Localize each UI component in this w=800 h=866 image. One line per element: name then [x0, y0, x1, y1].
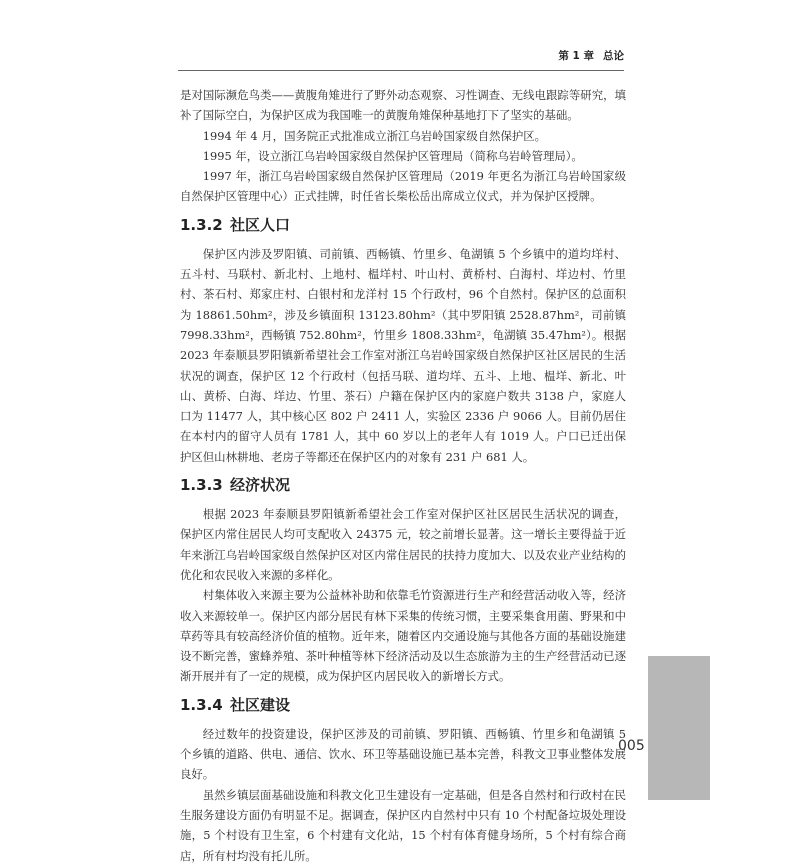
community-paragraph-2: 虽然乡镇层面基础设施和科教文化卫生建设有一定基础，但是各自然村和行政村在民生服务建设方面仍有明显不足。据调查，保护区内自然村中只有 10 个村配备垃圾处理设施，5 个村设有卫生室，6 个村建有文化站，15 个村有体育健身场所，5 个村有综合商店，所有村均没有托儿所。: [180, 787, 626, 863]
community-paragraph-1: 经过数年的投资建设，保护区涉及的司前镇、罗阳镇、西畅镇、竹里乡和龟湖镇 5 个乡镇的道路、供电、通信、饮水、环卫等基础设施已基本完善，科教文卫事业整体发展良好。: [180, 726, 626, 782]
section-heading-1-3-3: [180, 474, 626, 496]
chapter-title: 总论: [603, 50, 624, 62]
intro-paragraph-3: 1995 年，设立浙江乌岩岭国家级自然保护区管理局（简称乌岩岭管理局）。: [202, 148, 583, 163]
section-title: 经济状况: [229, 476, 290, 495]
chapter-label: 第 1 章: [558, 50, 594, 62]
running-header: [178, 48, 624, 71]
economy-paragraph-2: 村集体收入来源主要为公益林补助和依靠毛竹资源进行生产和经营活动收入等，经济收入来源较单一。保护区内部分居民有林下采集的传统习惯，主要采集食用菌、野果和中草药等具有较高经济价值的植物。近年来，随着区内交通设施与其他各方面的基础设施建设不断完善，蜜蜂养殖、茶叶种植等林下经济活动及以生态旅游为主的生产经营活动已逐渐开展并有了一定的规模，成为保护区内居民收入的新增长方式。: [180, 588, 626, 684]
chapter-thumb-tab: [648, 656, 710, 800]
intro-paragraph-1: 是对国际濒危鸟类——黄腹角雉进行了野外动态观察、习性调查、无线电跟踪等研究，填补了国际空白，为保护区成为我国唯一的黄腹角雉保种基地打下了坚实的基础。: [180, 88, 626, 123]
section-number: 1.3.3: [180, 476, 223, 495]
section-number: 1.3.2: [180, 215, 223, 234]
population-paragraph: 保护区内涉及罗阳镇、司前镇、西畅镇、竹里乡、龟湖镇 5 个乡镇中的道均垟村、五斗村、马联村、新北村、上地村、榅垟村、叶山村、黄桥村、白海村、垟边村、竹里村、茶石村、郑家庄村、白银村和龙洋村 15 个行政村，96 个自然村。保护区的总面积为 18861.50hm²，涉及乡镇面积 13123.80hm²（其中罗阳镇 2528.87hm²，司前镇 7998.33hm²，西畅镇 752.80hm²，竹里乡 1808.33hm²，龟湖镇 35.47hm²）。根据 2023 年泰顺县罗阳镇新希望社会工作室对浙江乌岩岭国家级自然保护区社区居民的生活状况的调查，保护区 12 个行政村（包括马联、道均垟、五斗、上地、榅垟、新北、叶山、黄桥、白海、垟边、竹里、茶石）户籍在保护区内的家庭户数共 3138 户，家庭人口为 11477 人，其中核心区 802 户 2411 人，实验区 2336 户 9066 人。目前仍居住在本村内的留守人员有 1781 人，其中 60 岁以上的老年人有 1019 人。户口已迁出保护区但山林耕地、老房子等都还在保护区内的对象有 231 户 681 人。: [180, 246, 626, 464]
intro-paragraph-2: 1994 年 4 月，国务院正式批准成立浙江乌岩岭国家级自然保护区。: [202, 128, 547, 143]
section-heading-1-3-4: [180, 694, 626, 716]
page-body: [180, 85, 626, 866]
section-number: 1.3.4: [180, 695, 223, 714]
section-title: 社区建设: [229, 695, 290, 714]
section-title: 社区人口: [229, 215, 290, 234]
section-heading-1-3-2: [180, 214, 626, 236]
intro-paragraph-4: 1997 年，浙江乌岩岭国家级自然保护区管理局（2019 年更名为浙江乌岩岭国家级自然保护区管理中心）正式挂牌，时任省长柴松岳出席成立仪式，并为保护区授牌。: [180, 169, 626, 204]
page-number: 005: [618, 738, 645, 754]
economy-paragraph-1: 根据 2023 年泰顺县罗阳镇新希望社会工作室对保护区社区居民生活状况的调查，保护区内常住居民人均可支配收入 24375 元，较之前增长显著。这一增长主要得益于近年来浙江乌岩岭国家级自然保护区对区内常住居民的扶持力度加大、以及农业产业结构的优化和农民收入来源的多样化。: [180, 507, 626, 582]
